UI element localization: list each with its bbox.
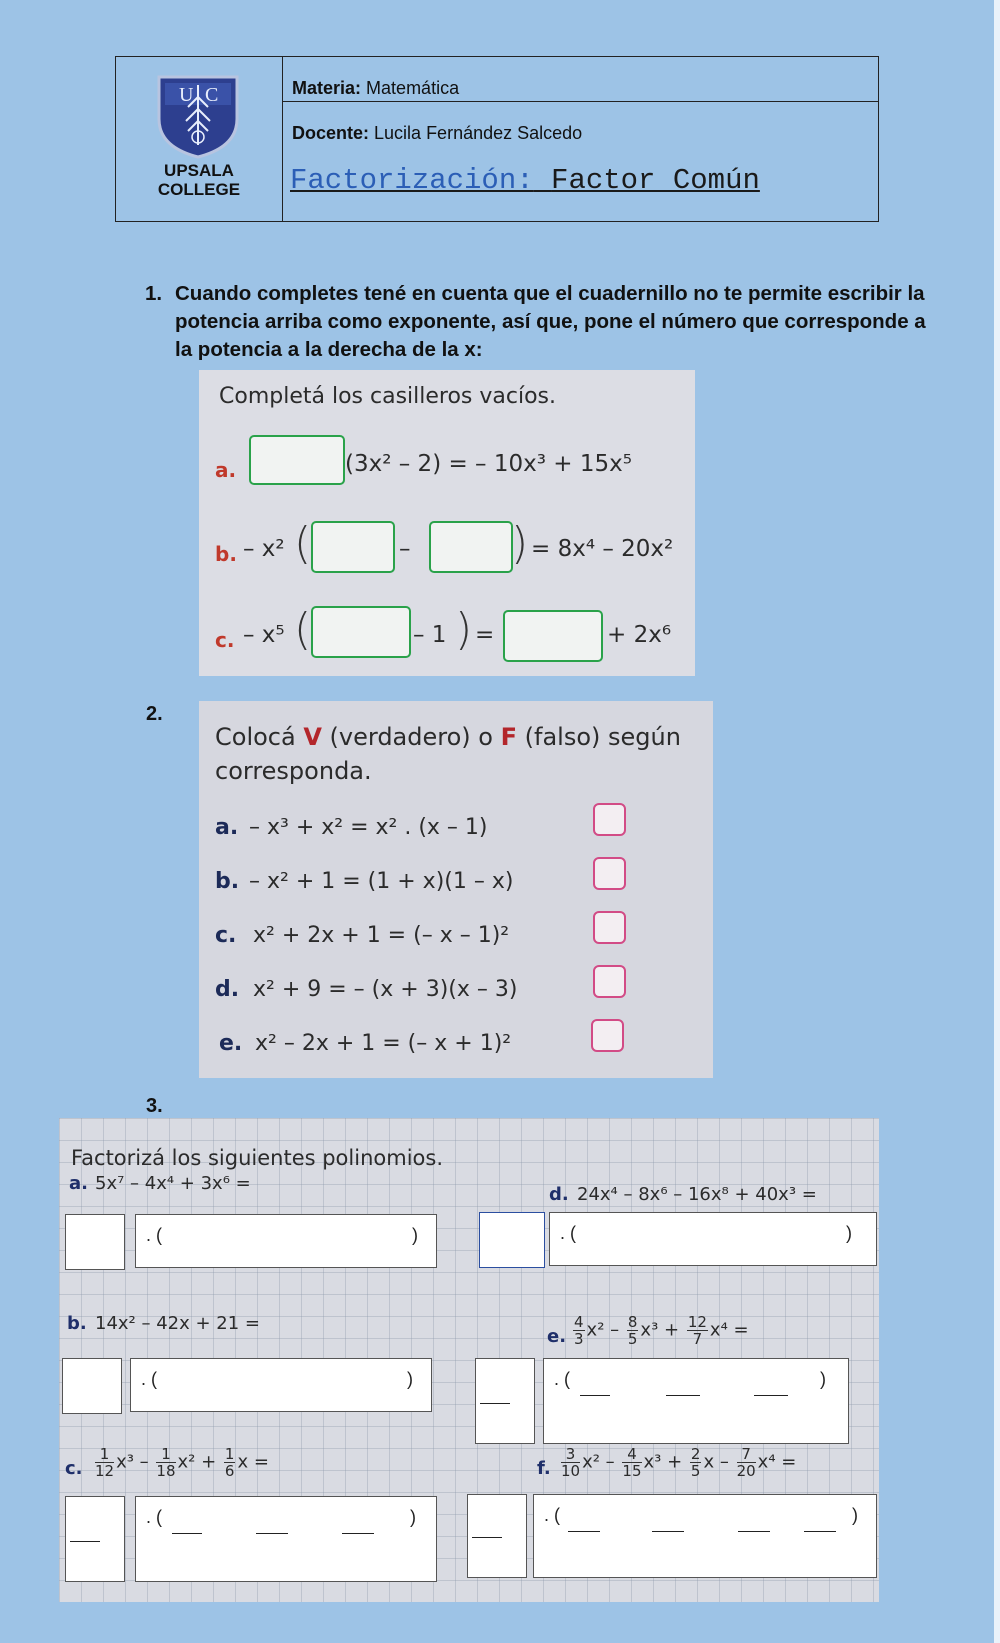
q3-e-blank-3 bbox=[754, 1395, 788, 1396]
q3-panel-title: Factorizá los siguientes polinomios. bbox=[71, 1146, 443, 1170]
materia-line bbox=[292, 78, 459, 99]
q2-number: 2. bbox=[146, 703, 163, 725]
q1-b-open-paren: ( bbox=[294, 518, 312, 569]
title-part1: Factorización: bbox=[290, 164, 534, 197]
q3-f-factor-box[interactable] bbox=[467, 1494, 527, 1578]
q3-a-remainder-box[interactable] bbox=[135, 1214, 437, 1268]
q3-a-close-paren: ) bbox=[412, 1225, 418, 1245]
q1-c-label: c. bbox=[215, 628, 235, 652]
q3-b-remainder-box[interactable] bbox=[130, 1358, 432, 1412]
school-name-line1: UPSALA bbox=[164, 161, 234, 180]
q2-d-expression: x² + 9 = – (x + 3)(x – 3) bbox=[253, 977, 518, 1002]
q1-a-answer-box[interactable] bbox=[249, 435, 345, 485]
q2-a-vf-box[interactable] bbox=[593, 803, 626, 836]
q1-b-prefix: – x² bbox=[243, 536, 285, 562]
q2-title-part2: (verdadero) o bbox=[321, 723, 501, 751]
logo-letter-c: C bbox=[205, 84, 219, 106]
materia-value: Matemática bbox=[366, 78, 460, 98]
q3-e-dot-paren: . ( bbox=[554, 1369, 570, 1389]
q2-e-vf-box[interactable] bbox=[591, 1019, 624, 1052]
q3-e-expression: $\frac{4}{3}$ x² – $\frac{8}{5}$ x³ + $\frac{12}{7}$ x⁴ = bbox=[574, 1313, 749, 1348]
q1-a-label: a. bbox=[215, 458, 237, 482]
q3-b-dot-paren: . ( bbox=[141, 1369, 157, 1389]
q3-f-blank-1 bbox=[568, 1531, 600, 1532]
q3-b-factor-box[interactable] bbox=[62, 1358, 122, 1414]
q3-b-close-paren: ) bbox=[407, 1369, 413, 1389]
q3-e-label: e. bbox=[547, 1326, 567, 1347]
q1-c-prefix: – x⁵ bbox=[243, 622, 285, 648]
q3-c-frac1: $\frac{1}{12}$ bbox=[95, 1445, 115, 1480]
logo-letter-u: U bbox=[179, 84, 194, 106]
row-divider bbox=[282, 101, 878, 102]
q2-panel-title bbox=[215, 723, 681, 751]
q3-c-factor-box[interactable] bbox=[65, 1496, 125, 1582]
q3-b-label: b. bbox=[67, 1313, 87, 1334]
q3-a-factor-box[interactable] bbox=[65, 1214, 125, 1270]
q3-f-dot-paren: . ( bbox=[544, 1505, 560, 1525]
q2-title-v: V bbox=[303, 723, 322, 751]
docente-value: Lucila Fernández Salcedo bbox=[374, 123, 583, 143]
materia-label: Materia: bbox=[292, 78, 362, 98]
q2-b-expression: – x² + 1 = (1 + x)(1 – x) bbox=[249, 869, 514, 894]
q2-b-label: b. bbox=[215, 869, 240, 894]
q3-d-expression: 24x⁴ – 8x⁶ – 16x⁸ + 40x³ = bbox=[577, 1184, 817, 1205]
q3-c-frac2: $\frac{1}{18}$ bbox=[156, 1445, 176, 1480]
q3-b-expression: 14x² – 42x + 21 = bbox=[95, 1313, 261, 1334]
q3-f-frac1: $\frac{3}{10}$ bbox=[561, 1445, 581, 1480]
q1-b-label: b. bbox=[215, 542, 237, 566]
q1-c-answer-box-2[interactable] bbox=[503, 610, 603, 662]
q3-f-remainder-box[interactable] bbox=[533, 1494, 877, 1578]
q3-d-factor-box[interactable] bbox=[479, 1212, 545, 1268]
q3-number: 3. bbox=[146, 1095, 163, 1117]
q1-b-minus: – bbox=[399, 536, 411, 562]
school-name-line2: COLLEGE bbox=[157, 180, 241, 199]
school-name bbox=[116, 161, 282, 199]
q3-f-expression: $\frac{3}{10}$ x² – $\frac{4}{15}$ x³ + $\frac{2}{5}$ x – $\frac{7}{20}$ x⁴ = bbox=[561, 1445, 797, 1480]
q3-a-expression: 5x⁷ – 4x⁴ + 3x⁶ = bbox=[95, 1173, 251, 1194]
q3-e-factor-fraction-bar bbox=[480, 1403, 510, 1404]
q1-c-mid: – 1 bbox=[413, 622, 447, 648]
q3-e-frac1: $\frac{4}{3}$ bbox=[574, 1313, 584, 1348]
q2-a-expression: – x³ + x² = x² . (x – 1) bbox=[249, 815, 488, 840]
q2-panel bbox=[199, 701, 713, 1078]
q2-panel-title-line2: corresponda. bbox=[215, 757, 372, 785]
q3-e-frac2: $\frac{8}{5}$ bbox=[627, 1313, 638, 1348]
q3-f-blank-2 bbox=[652, 1531, 684, 1532]
q3-a-label: a. bbox=[69, 1173, 88, 1194]
q3-f-close-paren: ) bbox=[852, 1505, 858, 1525]
header-table bbox=[115, 56, 879, 222]
q2-c-vf-box[interactable] bbox=[593, 911, 626, 944]
title-part2: Factor Común bbox=[551, 164, 760, 197]
q3-e-frac3: $\frac{12}{7}$ bbox=[687, 1313, 707, 1348]
q3-panel bbox=[59, 1118, 879, 1602]
q3-f-frac2: $\frac{4}{15}$ bbox=[622, 1445, 642, 1480]
q1-number: 1. bbox=[145, 282, 163, 305]
q3-f-frac3: $\frac{2}{5}$ bbox=[690, 1445, 701, 1480]
q1-c-rhs: + 2x⁶ bbox=[607, 622, 672, 648]
q2-d-vf-box[interactable] bbox=[593, 965, 626, 998]
q3-c-dot-paren: . ( bbox=[146, 1507, 162, 1527]
q2-e-label: e. bbox=[219, 1031, 243, 1056]
q1-panel bbox=[199, 370, 695, 676]
q1-panel-title: Completá los casilleros vacíos. bbox=[219, 384, 557, 409]
q2-title-f: F bbox=[500, 723, 517, 751]
q3-d-dot-paren: . ( bbox=[560, 1223, 576, 1243]
q2-c-label: c. bbox=[215, 923, 237, 948]
q3-c-frac3: $\frac{1}{6}$ bbox=[224, 1445, 235, 1480]
q3-d-remainder-box[interactable] bbox=[549, 1212, 877, 1266]
q2-a-label: a. bbox=[215, 815, 239, 840]
q3-e-blank-1 bbox=[580, 1395, 610, 1396]
q3-e-remainder-box[interactable] bbox=[543, 1358, 849, 1444]
q2-b-vf-box[interactable] bbox=[593, 857, 626, 890]
q3-e-close-paren: ) bbox=[820, 1369, 826, 1389]
q3-e-factor-box[interactable] bbox=[475, 1358, 535, 1444]
q3-d-label: d. bbox=[549, 1184, 569, 1205]
q3-f-factor-fraction-bar bbox=[472, 1537, 502, 1538]
q3-e-blank-2 bbox=[666, 1395, 700, 1396]
q1-b-answer-box-1[interactable] bbox=[311, 521, 395, 573]
q3-a-dot-paren: . ( bbox=[146, 1225, 162, 1245]
q3-f-label: f. bbox=[537, 1458, 551, 1479]
q2-title-part1: Colocá bbox=[215, 723, 304, 751]
q3-d-close-paren: ) bbox=[846, 1223, 852, 1243]
logo-cell bbox=[116, 57, 283, 221]
docente-label: Docente: bbox=[292, 123, 370, 143]
q3-c-close-paren: ) bbox=[410, 1507, 416, 1527]
q3-c-label: c. bbox=[65, 1458, 83, 1479]
q1-b-close-paren: ) bbox=[511, 518, 529, 569]
q3-f-blank-3 bbox=[738, 1531, 770, 1532]
q1-b-answer-box-2[interactable] bbox=[429, 521, 513, 573]
q1-c-close-paren: ) bbox=[455, 604, 473, 655]
q2-c-expression: x² + 2x + 1 = (– x – 1)² bbox=[253, 923, 510, 948]
q3-c-remainder-box[interactable] bbox=[135, 1496, 437, 1582]
page-edge bbox=[994, 0, 1000, 1643]
q3-c-blank-3 bbox=[342, 1533, 374, 1534]
q1-c-open-paren: ( bbox=[294, 604, 312, 655]
q1-c-eq: = bbox=[475, 622, 495, 648]
q3-c-blank-1 bbox=[172, 1533, 202, 1534]
q3-c-blank-2 bbox=[256, 1533, 288, 1534]
q3-f-frac4: $\frac{7}{20}$ bbox=[736, 1445, 756, 1480]
q2-d-label: d. bbox=[215, 977, 240, 1002]
q1-instruction-text: Cuando completes tené en cuenta que el cuadernillo no te permite escribir la potencia arriba como exponente, así que, pone el número que corresponde a la potencia a la derecha de la x: bbox=[175, 282, 926, 361]
docente-line bbox=[292, 123, 582, 144]
q2-e-expression: x² – 2x + 1 = (– x + 1)² bbox=[255, 1031, 512, 1056]
q1-b-rhs: = 8x⁴ – 20x² bbox=[531, 536, 674, 562]
school-crest-icon bbox=[157, 75, 239, 159]
q2-title-part3: (falso) según bbox=[517, 723, 681, 751]
q3-f-blank-4 bbox=[804, 1531, 836, 1532]
q1-a-expression: (3x² – 2) = – 10x³ + 15x⁵ bbox=[345, 451, 632, 477]
q3-c-expression: $\frac{1}{12}$ x³ – $\frac{1}{18}$ x² + $\frac{1}{6}$ x = bbox=[95, 1445, 269, 1480]
page-title bbox=[290, 164, 760, 197]
q1-c-answer-box-1[interactable] bbox=[311, 606, 411, 658]
q3-c-factor-fraction-bar bbox=[70, 1541, 100, 1542]
